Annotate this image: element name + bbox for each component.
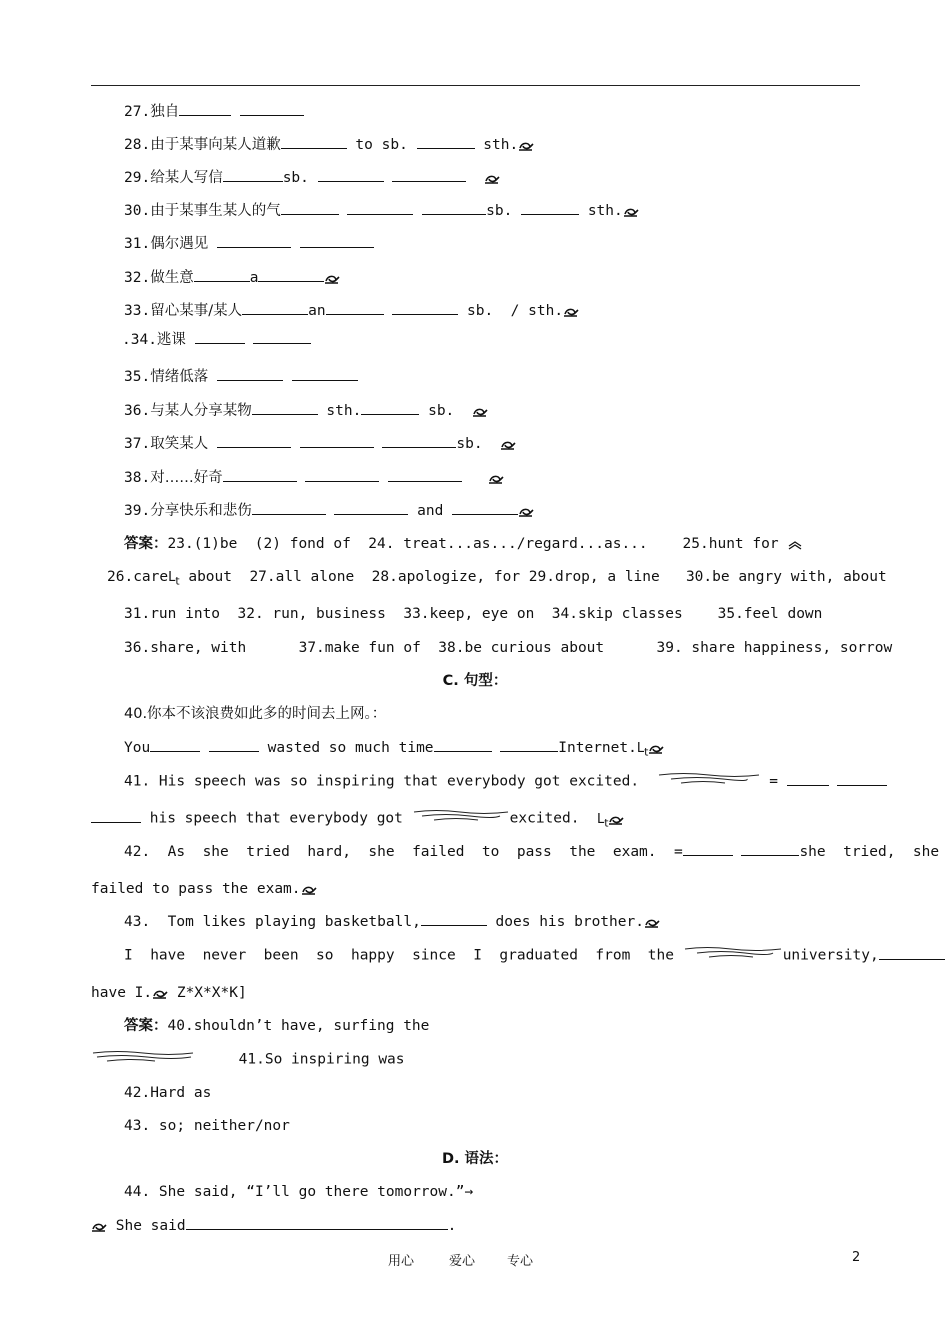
blank[interactable] [223,469,297,482]
blank[interactable] [91,810,141,823]
q41-line1: 41. His speech was so inspiring that everybody got excited. = [124,772,887,791]
blank[interactable] [179,103,231,116]
lt-mark: $L_t$ [596,811,609,830]
snail-icon [623,205,639,217]
blank[interactable] [361,402,419,415]
footer-right: 专心 [507,1254,534,1269]
blank[interactable] [223,169,283,182]
answers-c-row4: 43. so; neither/nor [124,1118,290,1134]
snail-icon [648,742,664,754]
blank[interactable] [252,402,318,415]
blank[interactable] [194,269,250,282]
answers-b-row3: 31.run into 32. run, business 33.keep, eye on 34.skip classes 35.feel down [124,606,823,622]
blank[interactable] [421,913,487,926]
answers-c-row3: 42.Hard as [124,1085,212,1101]
section-d-heading: D. 语法： [441,1151,509,1167]
blank[interactable] [300,235,374,248]
chevron-up-icon [787,538,803,550]
footer-left: 用心 [388,1254,415,1269]
vocab-item-28: 28.由于某事向某人道歉 to sb. sth. [124,136,534,154]
wavy-mark [91,1050,195,1069]
blank[interactable] [217,235,291,248]
vocab-item-39: 39.分享快乐和悲伤 and [124,502,534,520]
blank[interactable] [879,947,945,960]
blank[interactable] [422,202,486,215]
answer-label: 答案： [124,1018,168,1034]
vocab-item-38: 38.对……好奇 [124,469,504,487]
blank[interactable] [388,469,462,482]
vocab-item-36: 36.与某人分享某物 sth. sb. [124,402,488,420]
q43-line2: I have never been so happy since I graduated from the university, [124,946,945,965]
blank[interactable] [334,502,408,515]
snail-icon [500,438,516,450]
blank[interactable] [318,169,384,182]
blank[interactable] [217,368,283,381]
answers-b-row2: 26.careL$_t$ about 27.all alone 28.apologize, for 29.drop, a line 30.be angry with, about [107,569,887,588]
blank[interactable] [217,435,291,448]
snail-icon [563,305,579,317]
blank[interactable] [500,739,558,752]
answers-c-row1: 答案：40.shouldn’t have, surfing the [124,1018,430,1034]
q43-line3: have I. Z*X*X*K] [91,985,247,1001]
answer-label: 答案： [124,536,168,552]
q40-cn: 40.你本不该浪费如此多的时间去上网。： [124,706,387,722]
q44-line2: She said . [91,1217,456,1235]
q43: 43. Tom likes playing basketball, does his brother. [124,913,660,931]
snail-icon [518,139,534,151]
blank[interactable] [195,331,245,344]
vocab-item-27: 27.独自 [124,103,304,121]
vocab-item-33: 33.留心某事/某人 an sb. / sth. [124,302,579,320]
snail-icon [488,472,504,484]
blank[interactable] [741,843,799,856]
snail-icon [644,916,660,928]
header-rule [91,85,860,86]
snail-icon [301,883,317,895]
vocab-item-35: 35.情绪低落 [124,368,358,386]
vocab-item-31: 31.偶尔遇见 [124,235,374,253]
answers-c-row2: 41.So inspiring was [91,1050,405,1069]
blank[interactable] [186,1217,448,1230]
snail-icon [472,405,488,417]
snail-icon [91,1220,107,1232]
blank[interactable] [305,469,379,482]
vocab-item-34: .34.逃课 [122,331,311,349]
blank[interactable] [417,136,475,149]
q40: You wasted so much time $Internet.L_t$ [124,739,664,762]
wavy-mark [657,772,761,791]
footer-mid: 爱心 [449,1254,476,1269]
blank[interactable] [521,202,579,215]
snail-icon [152,987,168,999]
blank[interactable] [392,169,466,182]
blank[interactable] [452,502,518,515]
blank[interactable] [209,739,259,752]
blank[interactable] [382,435,456,448]
wavy-mark [412,809,510,828]
page-number: 2 [852,1250,861,1265]
blank[interactable] [300,435,374,448]
vocab-item-32: 32.做生意 a [124,269,340,287]
blank[interactable] [326,302,384,315]
snail-icon [324,272,340,284]
blank[interactable] [837,773,887,786]
answers-b-row4: 36.share, with 37.make fun of 38.be curious about 39. share happiness, sorrow [124,640,893,656]
blank[interactable] [281,202,339,215]
vocab-item-29: 29.给某人写信 sb. [124,169,500,187]
blank[interactable] [392,302,458,315]
q41-line2: his speech that everybody got excited. $L_t$ [91,809,624,832]
blank[interactable] [787,773,829,786]
snail-icon [518,505,534,517]
blank[interactable] [252,502,326,515]
q44-line1: 44. She said, “I’ll go there tomorrow.”→ [124,1184,474,1200]
lt-mark: $L_t$ [168,570,180,588]
section-c-heading: C. 句型： [442,673,508,689]
blank[interactable] [258,269,324,282]
vocab-item-37: 37.取笑某人 sb. [124,435,516,453]
blank[interactable] [240,103,304,116]
blank[interactable] [434,739,492,752]
blank[interactable] [150,739,200,752]
blank[interactable] [281,136,347,149]
blank[interactable] [683,843,733,856]
blank[interactable] [242,302,308,315]
blank[interactable] [347,202,413,215]
wavy-mark [683,946,783,965]
vocab-item-30: 30.由于某事生某人的气 sb. sth. [124,202,639,220]
blank[interactable] [253,331,311,344]
q42-line2: failed to pass the exam. [91,880,317,898]
snail-icon [484,172,500,184]
q42-line1: 42. As she tried hard, she failed to pass the exam. = she tried, she [124,844,940,860]
lt-mark: $L_t$ [636,741,649,759]
blank[interactable] [292,368,358,381]
answers-b-row1: 答案：23.(1)be (2) fond of 24. treat...as.../regard...as... 25.hunt for [124,535,803,553]
snail-icon [608,813,624,825]
